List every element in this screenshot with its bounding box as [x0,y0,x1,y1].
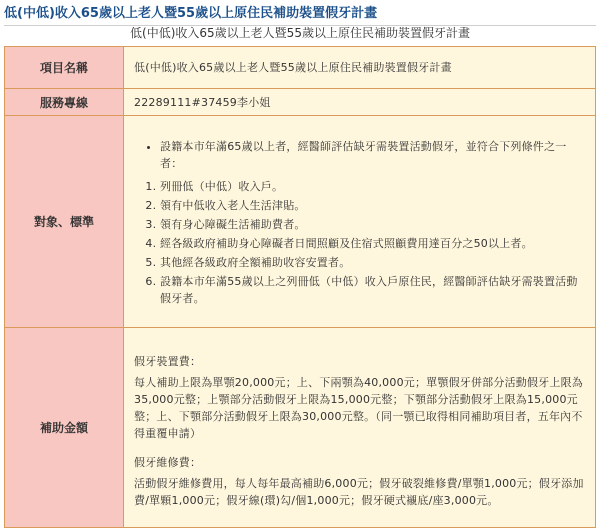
list-item: 5. 其他經各級政府全額補助收容安置者。 [160,254,585,271]
table-row [5,47,596,89]
device-fee-title: 假牙裝置費： [134,354,202,368]
list-item: 2. 領有中低收入老人生活津貼。 [160,197,585,214]
table-row [5,89,596,116]
table-row [5,116,596,328]
eligibility-label: 對象、標準 [5,116,124,328]
list-item: 4. 經各級政府補助身心障礙者日間照顧及住宿式照顧費用達百分之50以上者。 [160,235,585,252]
repair-fee-text: 活動假牙維修費用，每人每年最高補助6,000元；假牙破裂維修費/單顎1,000元；假牙添加費/單顆1,000元；假牙線(環)勾/個1,000元；假牙硬式襯底/座3,000元。 [134,476,584,507]
eligibility-intro: • 設籍本市年滿65歲以上者，經醫師評估缺牙需裝置活動假牙，並符合下列條件之一者： [160,138,585,172]
info-table [4,46,596,528]
project-name-value: 低(中低)收入65歲以上老人暨55歲以上原住民補助裝置假牙計畫 [124,47,596,89]
project-name-label: 項目名稱 [5,47,124,89]
service-line-value: 22289111#37459李小姐 [124,89,596,116]
list-item: 1. 列冊低（中低）收入戶。 [160,178,585,195]
subsidy-value [124,328,596,528]
service-line-label: 服務專線 [5,89,124,116]
page-title: 低(中低)收入65歲以上老人暨55歲以上原住民補助裝置假牙計畫 [4,2,596,26]
repair-fee-title: 假牙維修費： [134,455,202,469]
eligibility-intro-list [134,138,585,172]
eligibility-conditions [134,178,585,307]
subsidy-label: 補助金額 [5,328,124,528]
table-caption: 低(中低)收入65歲以上老人暨55歲以上原住民補助裝置假牙計畫 [130,26,470,40]
table-row [5,328,596,528]
list-item: 3. 領有身心障礙生活補助費者。 [160,216,585,233]
list-item: 6. 設籍本市年滿55歲以上之列冊低（中低）收入戶原住民，經醫師評估缺牙需裝置活動假牙者。 [160,273,585,307]
eligibility-value [124,116,596,328]
device-fee-text: 每人補助上限為單顎20,000元；上、下兩顎為40,000元；單顎假牙併部分活動假牙上限為35,000元整；上顎部分活動假牙上限為15,000元整；下顎部分活動假牙上限為15,000元整；上、下顎部分活動假牙上限為30,000元整。（同一顎已取得相同補助項目者，五年內不得重覆申請） [134,375,583,440]
